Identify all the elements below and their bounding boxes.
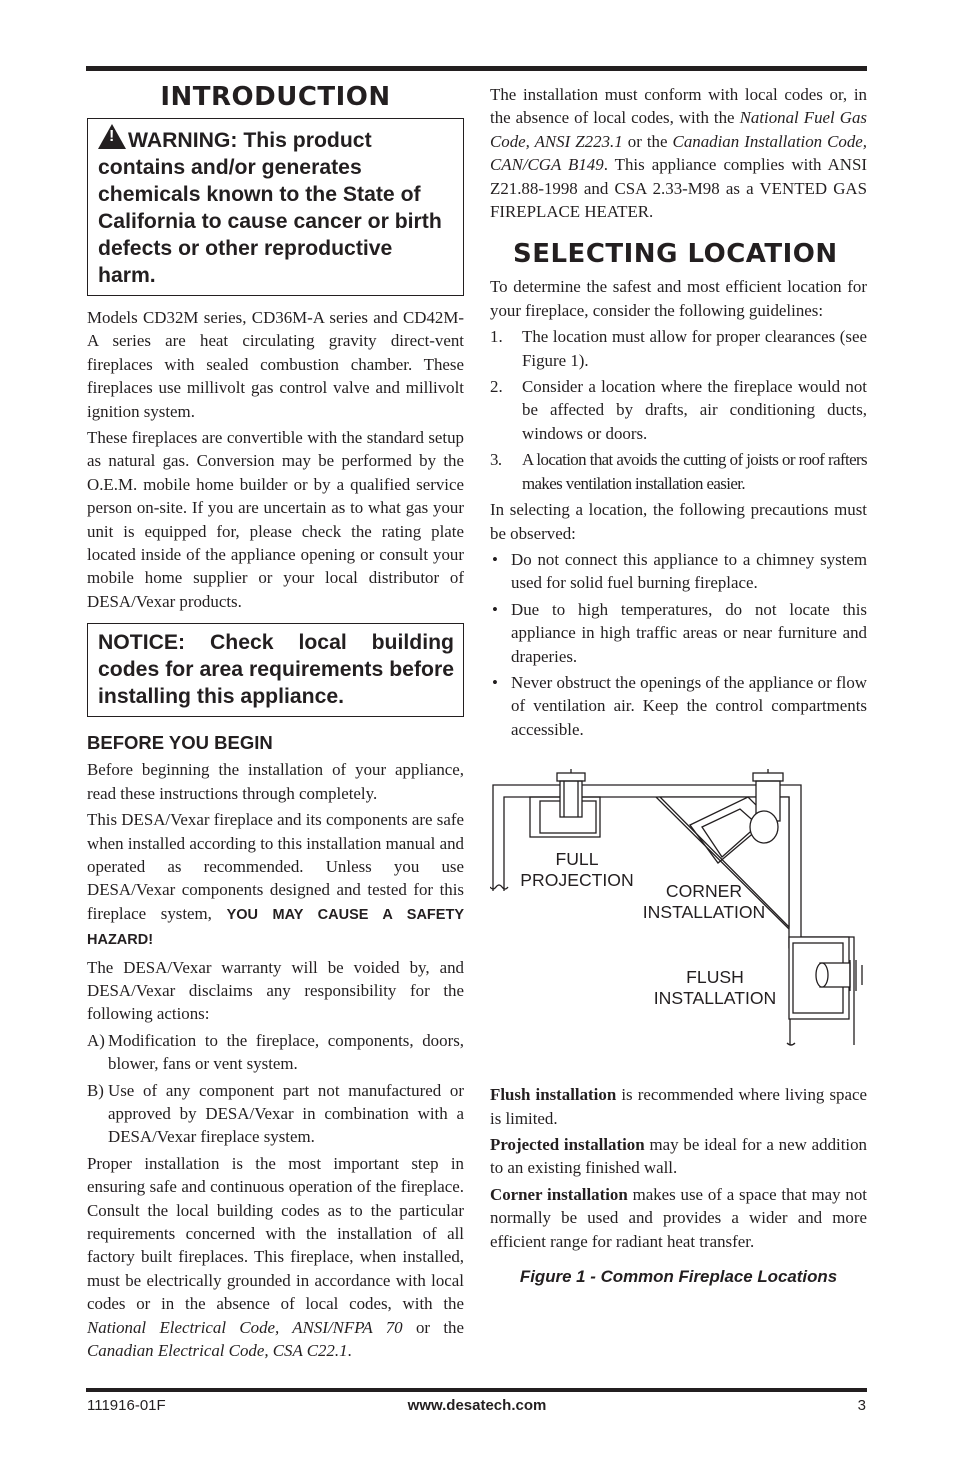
list-item-text: Due to high temperatures, do not locate this appliance in high traffic areas or near furniture and draperies. [511,599,867,666]
full-projection-label: FULL PROJECTION [520,849,634,891]
can-code: Canadian Installation Code, CAN/CGA B149 [490,131,868,175]
notice-text: NOTICE: Check local building codes for area requirements before installing this appliance. [98,631,454,709]
list-marker: B) [87,1080,104,1100]
list-item [490,325,867,372]
before-paragraph-3: The DESA/Vexar warranty will be voided by, and DESA/Vexar disclaims any responsibility for the following actions: [87,957,464,1024]
warning-text: WARNING: This product contains and/or generates chemicals known to the State of California to cause cancer or birth defects or other reproductive harm. [98,129,442,287]
introduction-heading: INTRODUCTION [160,82,391,112]
term: Projected installation [490,1134,645,1154]
complies-text: . This appliance complies with ANSI Z21.88-1998 and CSA 2.33-M98 as a VENTED GAS FIREPLACE HEATER. [490,155,867,222]
website-link[interactable]: www.desatech.com [407,1397,547,1414]
projected-installation-paragraph [490,1133,867,1180]
list-item-text: The location must allow for proper clearances (see Figure 1). [522,327,867,370]
before-you-begin-heading: BEFORE YOU BEGIN [87,732,273,754]
selecting-location-heading: SELECTING LOCATION [513,239,838,270]
precautions-paragraph: In selecting a location, the following precautions must be observed: [490,500,867,543]
bullet: • [492,672,498,692]
cec-code: Canadian Electrical Code, CSA C22.1 [87,1341,348,1361]
fireplace-locations-figure [490,767,867,1067]
list-item-text: Modification to the fireplace, components, doors, blower, fans or vent system. [108,1030,464,1074]
term-description: is recommended where living space is limited. [490,1085,867,1128]
list-marker: 3. [490,450,502,470]
list-item [87,1029,464,1076]
flush-installation-label: FLUSH INSTALLATION [653,967,777,1009]
warning-box [87,118,464,296]
right-column [490,83,867,1287]
bullet: • [492,549,498,569]
nec-code: National Electrical Code, ANSI/NFPA 70 [87,1317,403,1337]
safety-text: This DESA/Vexar fireplace and its components are safe when installed according to this installation manual and operated as recommended. Unless you use DESA/Vexar components designed and tested for this fireplace system, [87,810,464,923]
safety-hazard-text: YOU MAY CAUSE A SAFETY HAZARD! [87,906,464,949]
models-paragraph: Models CD32M series, CD36M-A series and CD42M-A series are heat circulating gravity direct-vent fireplaces with sealed combustion chamber. These fireplaces use millivolt gas control valve and millivolt ignition system. [87,308,464,421]
list-item-text: Use of any component part not manufactured or approved by DESA/Vexar in combination with a DESA/Vexar fireplace system. [108,1080,464,1147]
list-item-text: Consider a location where the fireplace would not be affected by drafts, air conditioning ducts, windows or doors. [522,377,867,443]
conversion-paragraph: These fireplaces are convertible with the standard setup as natural gas. Conversion may be performed by the O.E.M. mobile home builder or by a qualified service person on-site. If you are uncertain as to what gas your unit is equipped for, please check the rating plate located inside of the appliance opening or consult your mobile home supplier or your local distributor of DESA/Vexar products. [87,428,464,611]
guidelines-list [490,325,867,495]
list-item [490,671,867,741]
nfgc-code: National Fuel Gas Code, ANSI Z223.1 [490,108,867,151]
proper-installation-paragraph [87,1152,464,1363]
document-number: 111916-01F [87,1397,166,1414]
top-rule [86,66,867,71]
notice-box [87,623,464,717]
list-marker: 1. [490,327,503,347]
before-paragraph-2 [87,808,464,952]
term-description: makes use of a space that may not normally be used and provides a wider and more efficient range for radiant heat transfer. [490,1184,867,1251]
page-number: 3 [857,1397,866,1414]
list-item [490,448,867,495]
list-item-text: A location that avoids the cutting of joists or roof rafters makes ventilation installation easier. [522,450,867,493]
list-item [490,598,867,668]
list-item [490,548,867,595]
figure-caption: Figure 1 - Common Fireplace Locations [519,1267,838,1286]
precautions-list [490,548,867,741]
corner-installation-label: CORNER INSTALLATION [642,881,766,923]
list-item-text: Do not connect this appliance to a chimney system used for solid fuel burning fireplace. [511,549,867,593]
left-column [87,84,464,1365]
or-text: or the [627,131,668,151]
selecting-intro: To determine the safest and most efficient location for your fireplace, consider the following guidelines: [490,277,867,320]
or-text: or the [415,1317,464,1337]
conform-text: The installation must conform with local codes or, in the absence of local codes, with the [490,85,867,128]
term-description: may be ideal for a new addition to an existing finished wall. [490,1134,867,1178]
list-marker: 2. [490,377,503,397]
flush-installation-paragraph [490,1083,867,1130]
term: Corner installation [490,1184,628,1204]
bottom-rule [86,1388,867,1392]
period-text: . [347,1341,352,1361]
list-item [490,375,867,445]
corner-installation-paragraph [490,1183,867,1253]
bullet: • [492,599,498,619]
warning-triangle-icon [98,124,126,149]
before-paragraph-1: Before beginning the installation of your appliance, read these instructions through completely. [87,760,464,803]
list-item-text: Never obstruct the openings of the appliance or flow of ventilation air. Keep the control compartments accessible. [511,672,867,739]
conform-paragraph [490,83,867,223]
term: Flush installation [490,1085,617,1105]
list-marker: A) [87,1030,105,1050]
list-item [87,1079,464,1149]
installation-text: Proper installation is the most important step in ensuring safe and continuous operation of the fireplace. Consult the local building codes as to the particular requirements concerned with the installation of all factory built fireplaces. This fireplace, when installed, must be electrically grounded in accordance with local codes or in the absence of local codes, with the [87,1153,464,1314]
warranty-actions-list [87,1029,464,1149]
